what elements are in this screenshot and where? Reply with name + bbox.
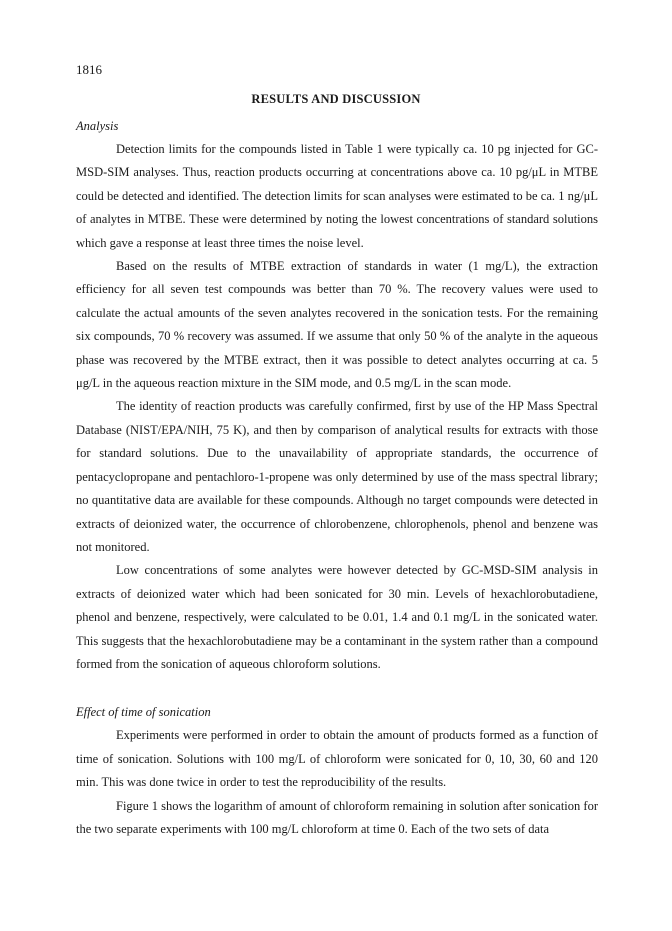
- paragraph: Low concentrations of some analytes were however detected by GC-MSD-SIM analysis in extracts of deionized water which had been sonicated for 30 min. Levels of hexachlorobutadiene, phenol and benzene, respectively, were calculated to be 0.01, 1.4 and 0.1 mg/L in the sonicated water. This suggests that the hexachlorobutadiene may be a contaminant in the system rather than a compound formed from the sonication of aqueous chloroform solutions.: [76, 563, 598, 671]
- paragraph: The identity of reaction products was carefully confirmed, first by use of the HP Mass Spectral Database (NIST/EPA/NIH, 75 K), and then by comparison of analytical results for extracts with those for standard solutions. Due to the unavailability of appropriate standards, the occurrence of pentacyclopropane and pentachloro-1-propene was only determined by use of the mass spectral library; no quantitative data are available for these compounds. Although no target compounds were detected in extracts of deionized water, the occurrence of chlorobenzene, chlorophenols, phenol and benzene was not monitored.: [76, 399, 598, 554]
- page-number: 1816: [76, 62, 102, 77]
- paragraph: Figure 1 shows the logarithm of amount of chloroform remaining in solution after sonication for the two separate experiments with 100 mg/L chloroform at time 0. Each of the two sets of data: [76, 798, 598, 836]
- section-title: RESULTS AND DISCUSSION: [251, 92, 421, 106]
- subheading-effect-of-time: Effect of time of sonication: [76, 705, 211, 720]
- paragraph: Based on the results of MTBE extraction of standards in water (1 mg/L), the extraction efficiency for all seven test compounds was better than 70 %. The recovery values were used to calculate the actual amounts of the seven analytes recovered in the sonication tests. For the remaining six compounds, 70 % recovery was assumed. If we assume that only 50 % of the analyte in the aqueous phase was recovered by the MTBE extract, then it was possible to detect analytes occurring at ca. 5 μg/L in the aqueous reaction mixture in the SIM mode, and 0.5 mg/L in the scan mode.: [76, 259, 598, 391]
- subheading-analysis: Analysis: [76, 119, 119, 133]
- paragraph: Detection limits for the compounds listed in Table 1 were typically ca. 10 pg injected for GC-MSD-SIM analyses. Thus, reaction products occurring at concentrations above ca. 10 pg/μL in MTBE could be detected and identified. The detection limits for scan analyses were estimated to be ca. 1 ng/μL of analytes in MTBE. These were determined by noting the lowest concentrations of standard solutions which gave a response at least three times the noise level.: [76, 142, 598, 250]
- section-spacer: [76, 676, 598, 700]
- paragraph: Experiments were performed in order to obtain the amount of products formed as a function of time of sonication. Solutions with 100 mg/L of chloroform were sonicated for 0, 10, 30, 60 and 120 min. This was done twice in order to test the reproducibility of the results.: [76, 728, 598, 790]
- body-text: [76, 114, 598, 841]
